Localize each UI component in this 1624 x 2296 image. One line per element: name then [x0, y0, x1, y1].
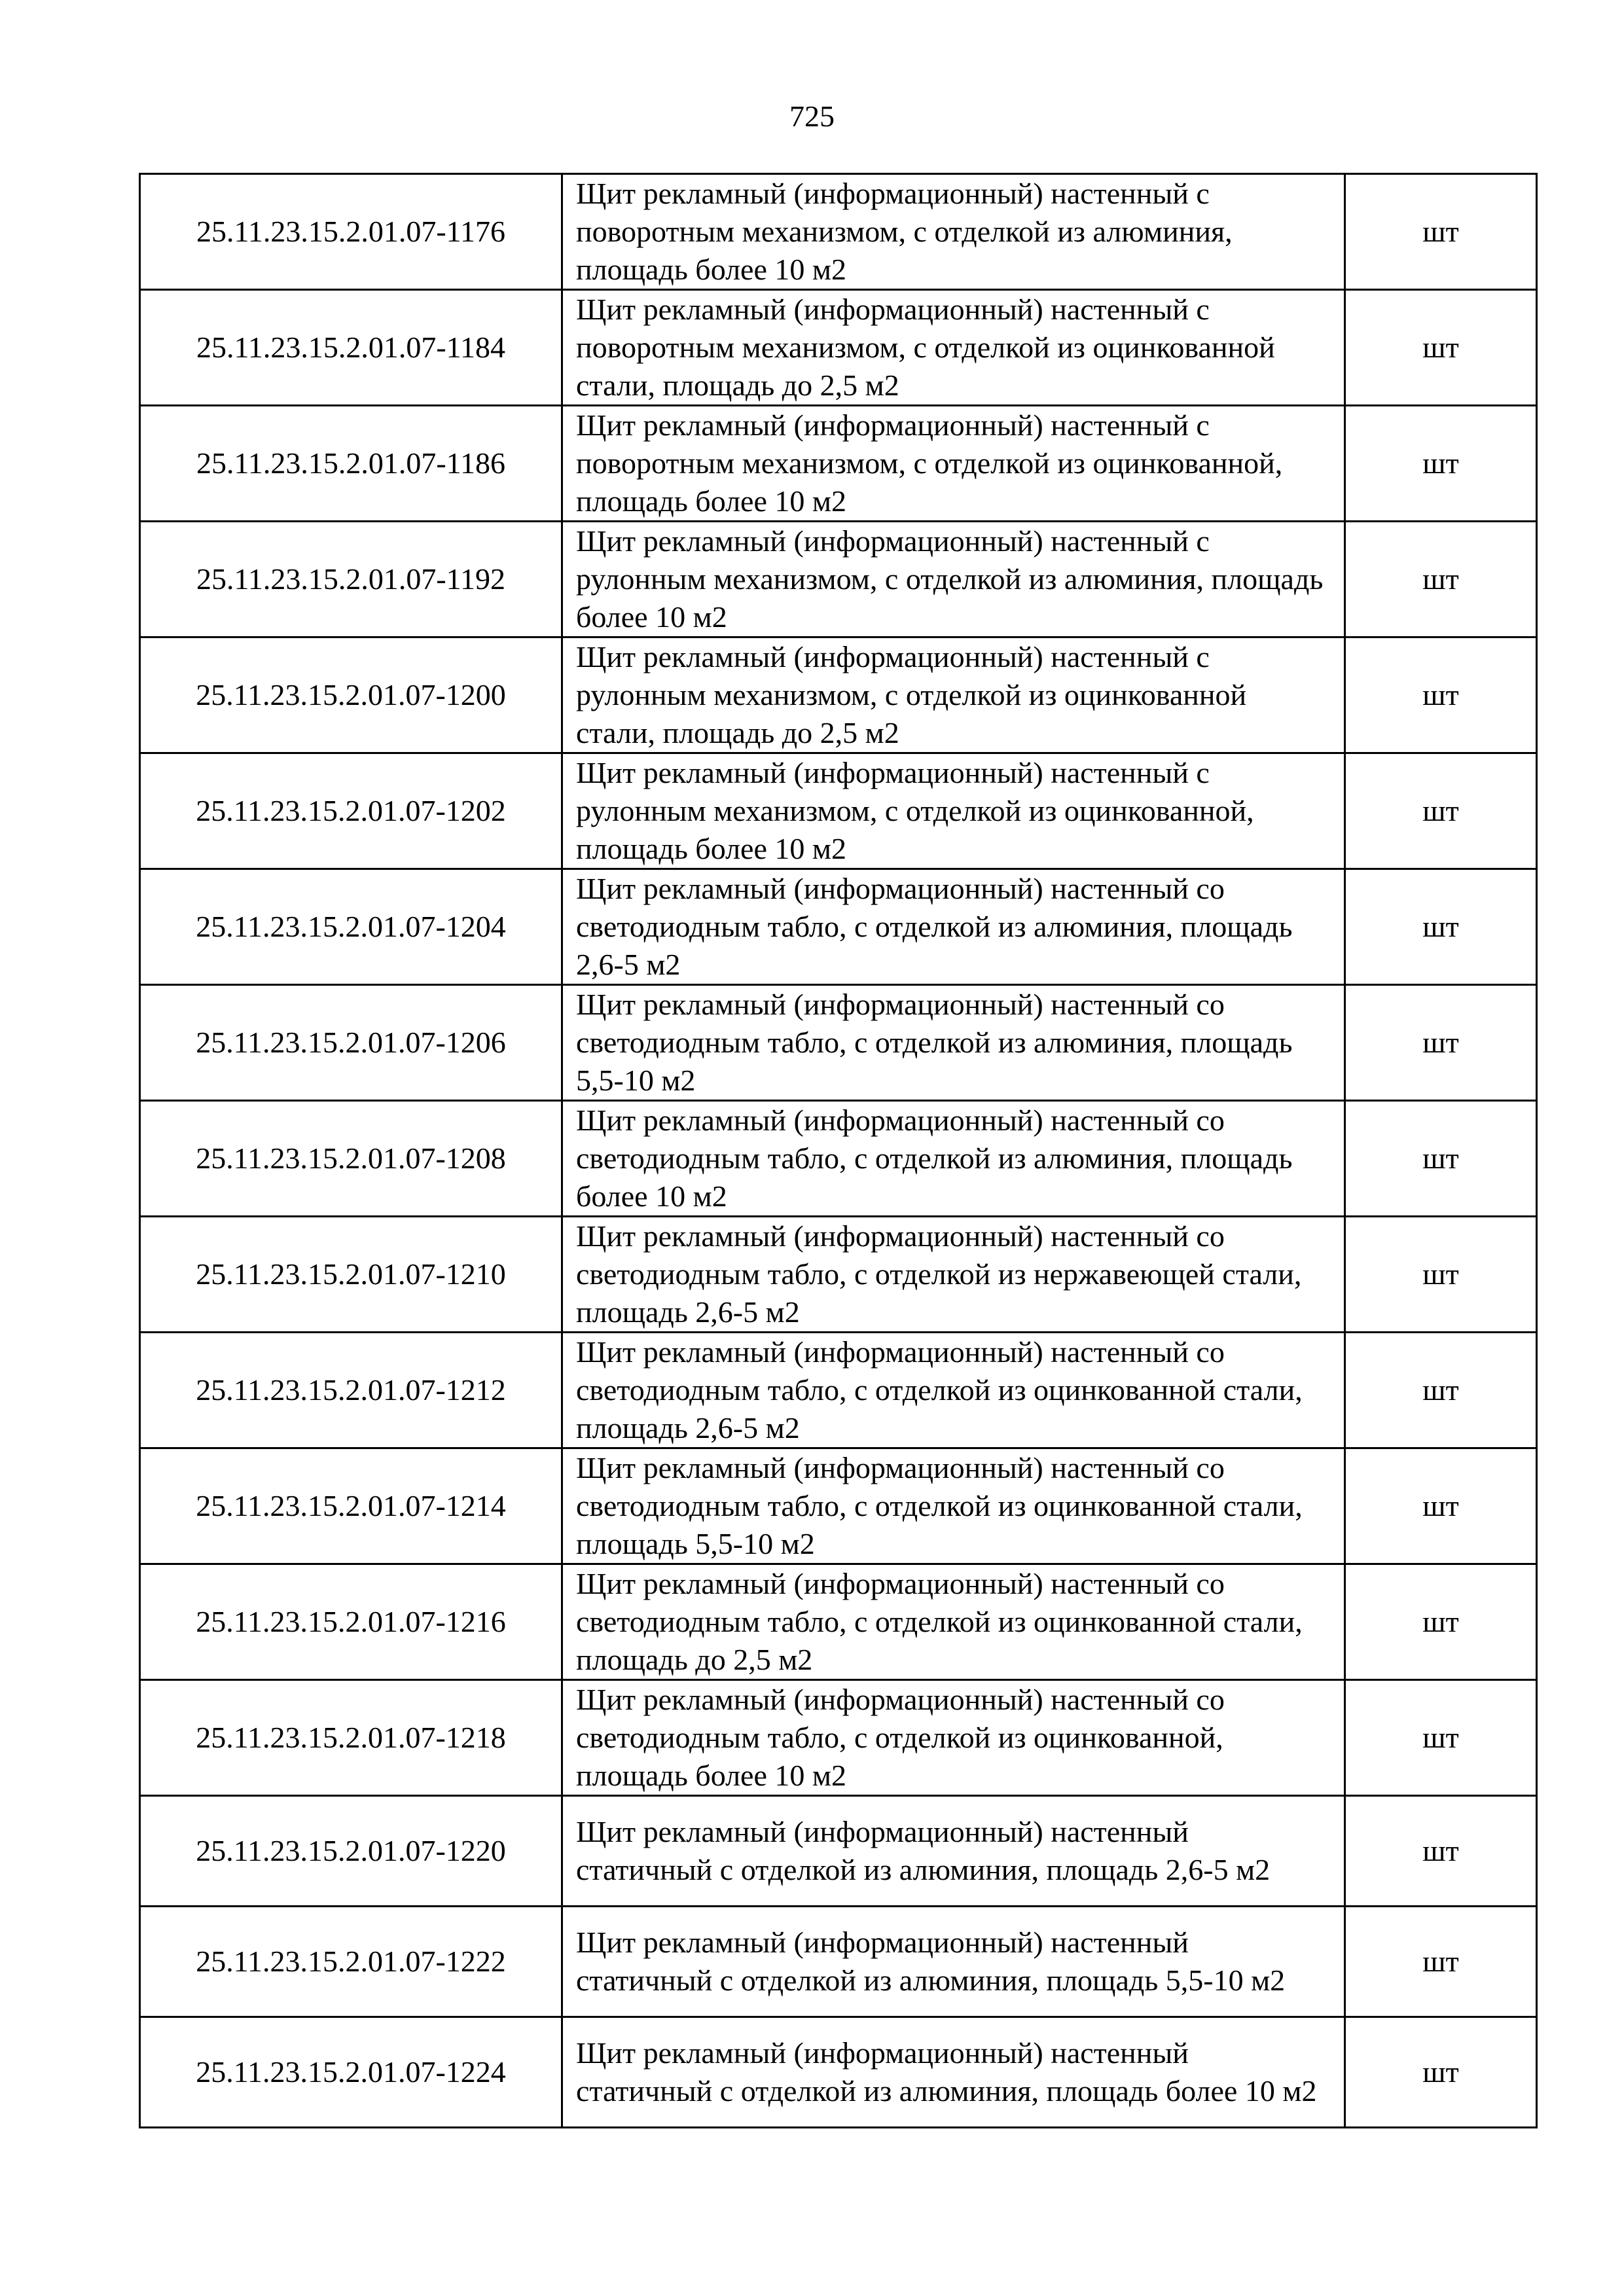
resource-code: 25.11.23.15.2.01.07-1222	[140, 1907, 562, 2017]
resource-description: Щит рекламный (информационный) настенный со светодиодным табло, с отделкой из оцинкованной стали, площадь 5,5-10 м2	[562, 1448, 1345, 1564]
resource-description: Щит рекламный (информационный) настенный с поворотным механизмом, с отделкой из алюминия, площадь более 10 м2	[562, 174, 1345, 290]
unit-of-measure: шт	[1345, 1680, 1537, 1796]
unit-of-measure: шт	[1345, 2017, 1537, 2128]
page-number: 725	[789, 99, 835, 133]
resource-description: Щит рекламный (информационный) настенный со светодиодным табло, с отделкой из алюминия, площадь 2,6-5 м2	[562, 869, 1345, 985]
unit-of-measure: шт	[1345, 1101, 1537, 1217]
table-row	[140, 1217, 1537, 1333]
table-row	[140, 869, 1537, 985]
resource-description: Щит рекламный (информационный) настенный статичный с отделкой из алюминия, площадь 2,6-5 м2	[562, 1796, 1345, 1907]
resource-description: Щит рекламный (информационный) настенный со светодиодным табло, с отделкой из оцинкованной, площадь более 10 м2	[562, 1680, 1345, 1796]
resource-code: 25.11.23.15.2.01.07-1212	[140, 1333, 562, 1448]
unit-of-measure: шт	[1345, 522, 1537, 637]
table-row	[140, 985, 1537, 1101]
resource-code: 25.11.23.15.2.01.07-1208	[140, 1101, 562, 1217]
unit-of-measure: шт	[1345, 985, 1537, 1101]
unit-of-measure: шт	[1345, 753, 1537, 869]
resource-code: 25.11.23.15.2.01.07-1200	[140, 637, 562, 753]
unit-of-measure: шт	[1345, 290, 1537, 406]
resource-code: 25.11.23.15.2.01.07-1224	[140, 2017, 562, 2128]
table-row	[140, 637, 1537, 753]
table-row	[140, 1680, 1537, 1796]
resource-description: Щит рекламный (информационный) настенный со светодиодным табло, с отделкой из оцинкованной стали, площадь до 2,5 м2	[562, 1564, 1345, 1680]
resource-description: Щит рекламный (информационный) настенный со светодиодным табло, с отделкой из алюминия, площадь 5,5-10 м2	[562, 985, 1345, 1101]
resource-description: Щит рекламный (информационный) настенный статичный с отделкой из алюминия, площадь более 10 м2	[562, 2017, 1345, 2128]
unit-of-measure: шт	[1345, 1448, 1537, 1564]
resource-description: Щит рекламный (информационный) настенный со светодиодным табло, с отделкой из алюминия, площадь более 10 м2	[562, 1101, 1345, 1217]
unit-of-measure: шт	[1345, 637, 1537, 753]
resource-code: 25.11.23.15.2.01.07-1204	[140, 869, 562, 985]
resource-description: Щит рекламный (информационный) настенный с рулонным механизмом, с отделкой из алюминия, площадь более 10 м2	[562, 522, 1345, 637]
resource-table	[139, 173, 1538, 2128]
resource-code: 25.11.23.15.2.01.07-1206	[140, 985, 562, 1101]
resource-code: 25.11.23.15.2.01.07-1214	[140, 1448, 562, 1564]
table-row	[140, 174, 1537, 290]
unit-of-measure: шт	[1345, 1217, 1537, 1333]
resource-description: Щит рекламный (информационный) настенный со светодиодным табло, с отделкой из нержавеющей стали, площадь 2,6-5 м2	[562, 1217, 1345, 1333]
resource-description: Щит рекламный (информационный) настенный с рулонным механизмом, с отделкой из оцинкованной, площадь более 10 м2	[562, 753, 1345, 869]
table-row	[140, 522, 1537, 637]
table-row	[140, 290, 1537, 406]
resource-code: 25.11.23.15.2.01.07-1184	[140, 290, 562, 406]
table-row	[140, 1101, 1537, 1217]
resource-description: Щит рекламный (информационный) настенный статичный с отделкой из алюминия, площадь 5,5-10 м2	[562, 1907, 1345, 2017]
unit-of-measure: шт	[1345, 406, 1537, 522]
resource-description: Щит рекламный (информационный) настенный с поворотным механизмом, с отделкой из оцинкованной, площадь более 10 м2	[562, 406, 1345, 522]
table-row	[140, 1796, 1537, 1907]
table-row	[140, 1333, 1537, 1448]
table-row	[140, 1907, 1537, 2017]
unit-of-measure: шт	[1345, 1907, 1537, 2017]
resource-code: 25.11.23.15.2.01.07-1186	[140, 406, 562, 522]
resource-code: 25.11.23.15.2.01.07-1220	[140, 1796, 562, 1907]
table-row	[140, 406, 1537, 522]
resource-code: 25.11.23.15.2.01.07-1216	[140, 1564, 562, 1680]
table-row	[140, 1564, 1537, 1680]
table-row	[140, 753, 1537, 869]
resource-code: 25.11.23.15.2.01.07-1210	[140, 1217, 562, 1333]
unit-of-measure: шт	[1345, 1564, 1537, 1680]
resource-description: Щит рекламный (информационный) настенный с поворотным механизмом, с отделкой из оцинкованной стали, площадь до 2,5 м2	[562, 290, 1345, 406]
table-row	[140, 1448, 1537, 1564]
resource-description: Щит рекламный (информационный) настенный со светодиодным табло, с отделкой из оцинкованной стали, площадь 2,6-5 м2	[562, 1333, 1345, 1448]
unit-of-measure: шт	[1345, 869, 1537, 985]
unit-of-measure: шт	[1345, 1796, 1537, 1907]
resource-code: 25.11.23.15.2.01.07-1192	[140, 522, 562, 637]
unit-of-measure: шт	[1345, 1333, 1537, 1448]
resource-code: 25.11.23.15.2.01.07-1218	[140, 1680, 562, 1796]
resource-code: 25.11.23.15.2.01.07-1202	[140, 753, 562, 869]
resource-description: Щит рекламный (информационный) настенный с рулонным механизмом, с отделкой из оцинкованной стали, площадь до 2,5 м2	[562, 637, 1345, 753]
unit-of-measure: шт	[1345, 174, 1537, 290]
table-row	[140, 2017, 1537, 2128]
resource-code: 25.11.23.15.2.01.07-1176	[140, 174, 562, 290]
